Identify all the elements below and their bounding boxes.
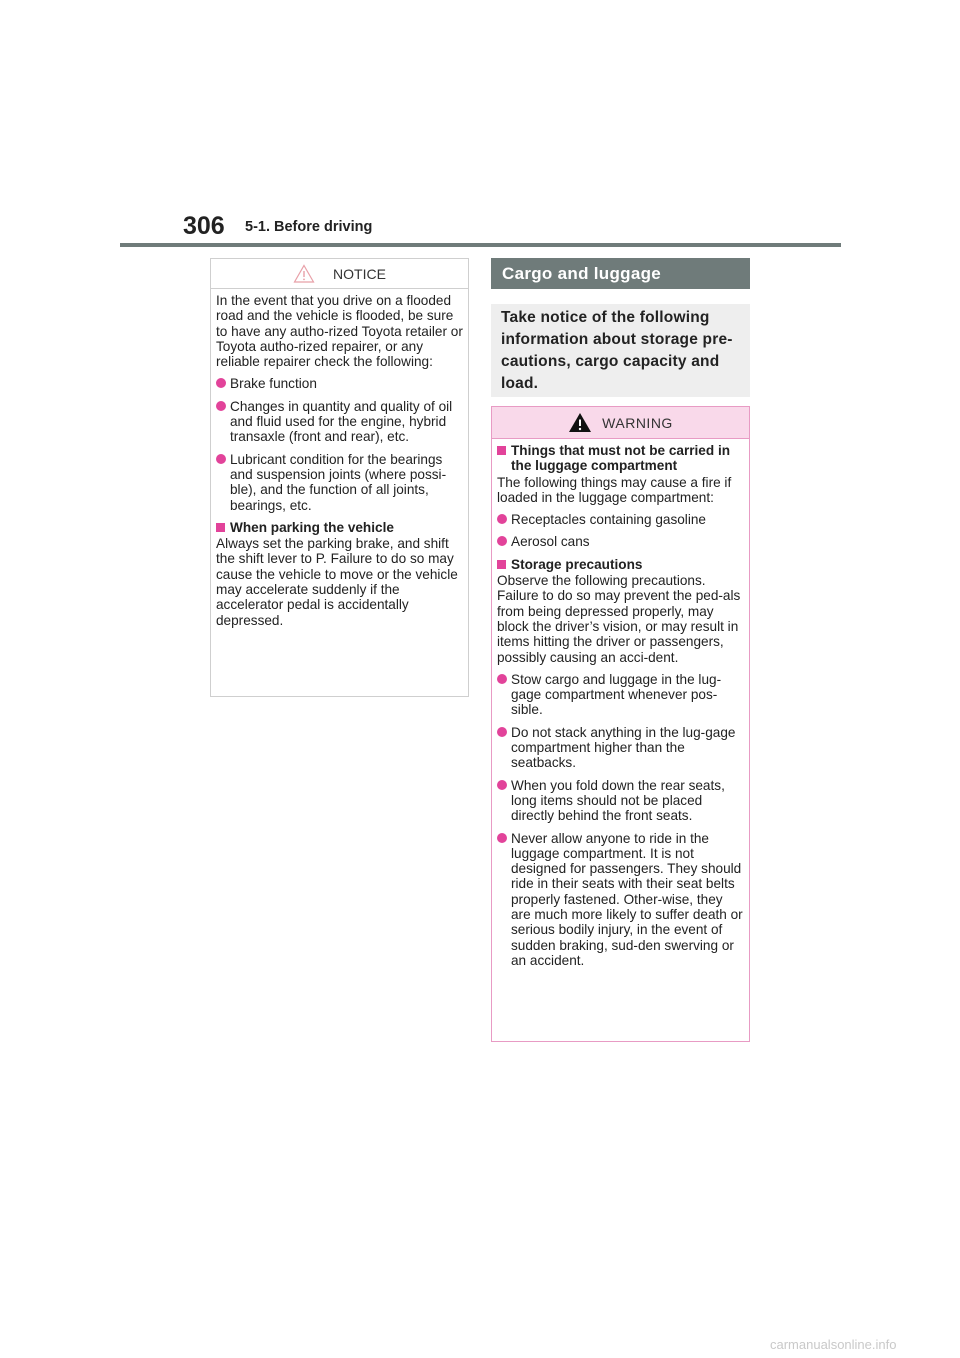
- notice-title: NOTICE: [333, 265, 386, 282]
- warning-triangle-icon: [568, 412, 592, 433]
- page-number: 306: [183, 212, 225, 240]
- list-item: Lubricant condition for the bearings and suspension joints (where possi-ble), and the function of all joints, bearings, etc.: [216, 452, 463, 513]
- bullet-icon: [216, 452, 230, 513]
- warning-text-1: The following things may cause a fire if loaded in the luggage compartment:: [497, 474, 732, 505]
- watermark: carmanualsonline.info: [770, 1337, 897, 1352]
- list-item: Never allow anyone to ride in the luggage compartment. It is not designed for passengers. They should ride in their seats with their seat belts properly fastened. Other-wise, they are much more likely to suffer death or serious bodily injury, in the event of sudden braking, sud-den swerving or an accident.: [497, 831, 744, 969]
- parking-text: Always set the parking brake, and shift the shift lever to P. Failure to do so may cause the vehicle to move or the vehicle may accelerate suddenly if the accelerator pedal is accidentally depressed.: [216, 536, 458, 628]
- subheading: When parking the vehicle: [216, 520, 463, 535]
- cargo-section-title: Cargo and luggage: [491, 258, 750, 289]
- list-item: Changes in quantity and quality of oil and fluid used for the engine, hybrid transaxle (front and rear), etc.: [216, 399, 463, 445]
- caution-triangle-icon: [293, 264, 315, 283]
- square-bullet-icon: [216, 520, 230, 535]
- subheading: Storage precautions: [497, 557, 744, 572]
- bullet-icon: [497, 831, 511, 969]
- bullet-icon: [497, 778, 511, 824]
- notice-body: [211, 289, 468, 628]
- square-bullet-icon: [497, 557, 511, 572]
- list-item: Brake function: [216, 376, 463, 391]
- warning-header: [492, 407, 749, 439]
- list-item: Do not stack anything in the lug-gage compartment higher than the seatbacks.: [497, 725, 744, 771]
- bullet-icon: [216, 399, 230, 445]
- cargo-intro: Take notice of the following information about storage pre-cautions, cargo capacity and load.: [491, 304, 750, 397]
- warning-title: WARNING: [602, 414, 673, 431]
- list-item: Receptacles containing gasoline: [497, 512, 744, 527]
- list-item: Stow cargo and luggage in the lug-gage compartment whenever pos-sible.: [497, 672, 744, 718]
- warning-box: [491, 406, 750, 1042]
- square-bullet-icon: [497, 443, 511, 474]
- bullet-icon: [497, 534, 511, 549]
- notice-box: [210, 258, 469, 697]
- bullet-icon: [216, 376, 230, 391]
- bullet-icon: [497, 512, 511, 527]
- bullet-icon: [497, 725, 511, 771]
- header-rule: [120, 243, 841, 247]
- notice-intro: In the event that you drive on a flooded road and the vehicle is flooded, be sure to have any autho-rized Toyota retailer or Toyota autho-rized repairer, or any reliable repairer check the following:: [216, 293, 463, 370]
- section-title: 5-1. Before driving: [245, 219, 373, 235]
- bullet-icon: [497, 672, 511, 718]
- warning-text-2: Observe the following precautions. Failure to do so may prevent the ped-als from being depressed properly, may block the driver’s vision, or may result in items hitting the driver or passengers, possibly causing an acci-dent.: [497, 573, 741, 665]
- subheading: Things that must not be carried in the luggage compartment: [497, 443, 744, 474]
- list-item: Aerosol cans: [497, 534, 744, 549]
- notice-header: [211, 259, 468, 289]
- list-item: When you fold down the rear seats, long items should not be placed directly behind the front seats.: [497, 778, 744, 824]
- warning-body: [492, 439, 749, 968]
